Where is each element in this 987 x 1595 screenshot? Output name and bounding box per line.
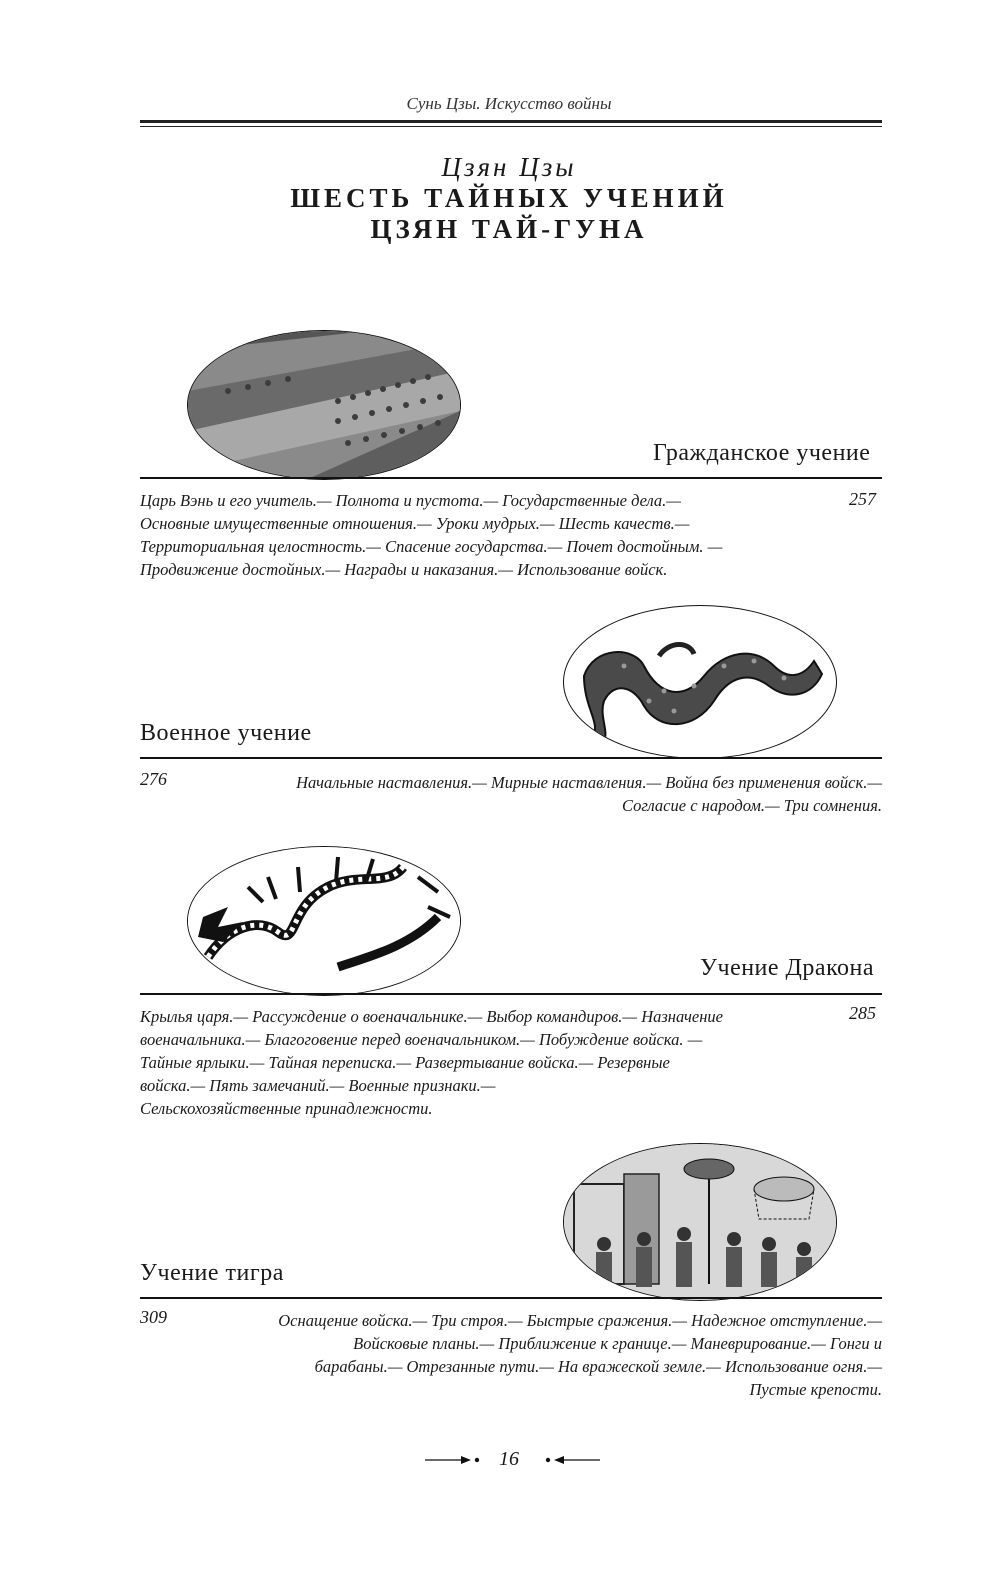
contents-line: Сельскохозяйственные принадлежности. [140,1099,433,1118]
contents-line: военачальника.— Благоговение перед военачальником.— Побуждение войска. — [140,1030,703,1049]
contents-line: Оснащение войска.— Три строя.— Быстрые сражения.— Надежное отступление.— [278,1311,882,1330]
book-title-line-2: ЦЗЯН ТАЙ-ГУНА [370,214,648,244]
contents-line: Крылья царя.— Рассуждение о военачальнике.— Выбор командиров.— Назначение [140,1007,723,1026]
section-title-civil: Гражданское учение [653,440,871,466]
section-page-military: 276 [140,769,167,789]
jade-dragon-image [563,605,837,759]
contents-line: Царь Вэнь и его учитель.— Полнота и пустота.— Государственные дела.— [140,491,681,510]
court-scene-illustration [564,1144,836,1300]
terracotta-army-illustration [188,331,460,479]
contents-line: Начальные наставления.— Мирные наставления.— Война без применения войск.— [296,773,882,792]
footer-ornament-right [540,1452,600,1468]
contents-line: Продвижение достойных.— Награды и наказания.— Использование войск. [140,560,668,579]
court-scene-image [563,1143,837,1301]
section-contents-dragon [140,1005,840,1120]
contents-line: Территориальная целостность.— Спасение государства.— Почет достойным. — [140,537,723,556]
section-page-tiger: 309 [140,1307,167,1327]
book-title-line-1: ШЕСТЬ ТАЙНЫХ УЧЕНИЙ [290,183,728,213]
header-rule-thick [140,120,882,123]
contents-line: Согласие с народом.— Три сомнения. [621,796,882,815]
terracotta-army-image [187,330,461,480]
section-title-dragon: Учение Дракона [700,955,875,981]
section-rule-tiger [140,1297,882,1299]
section-rule-military [140,757,882,759]
section-contents-civil [140,489,840,581]
contents-line: Тайные ярлыки.— Тайная переписка.— Развертывание войска.— Резервные [140,1053,670,1072]
contents-line: барабаны.— Отрезанные пути.— На вражеской земле.— Использование огня.— [314,1357,882,1376]
section-rule-dragon [140,993,882,995]
contents-line: Основные имущественные отношения.— Уроки мудрых.— Шесть качеств.— [140,514,690,533]
dragon-drawing-image [187,846,461,996]
contents-line: Пустые крепости. [749,1380,882,1399]
section-page-dragon: 285 [849,1003,876,1023]
page-number: 16 [499,1448,519,1470]
book-author: Цзян Цзы [441,152,577,182]
contents-line: Войсковые планы.— Приближение к границе.— Маневрирование.— Гонги и [353,1334,882,1353]
section-contents-military [190,771,882,817]
section-contents-tiger [190,1309,882,1401]
section-title-military: Военное учение [140,720,312,746]
section-title-tiger: Учение тигра [140,1260,284,1286]
section-page-civil: 257 [849,489,876,509]
section-rule-civil [140,477,882,479]
running-header: Сунь Цзы. Искусство войны [406,94,612,113]
dragon-drawing-illustration [188,847,460,995]
contents-line: войска.— Пять замечаний.— Военные признаки.— [140,1076,496,1095]
jade-dragon-illustration [564,606,836,758]
header-rule-thin [140,126,882,127]
